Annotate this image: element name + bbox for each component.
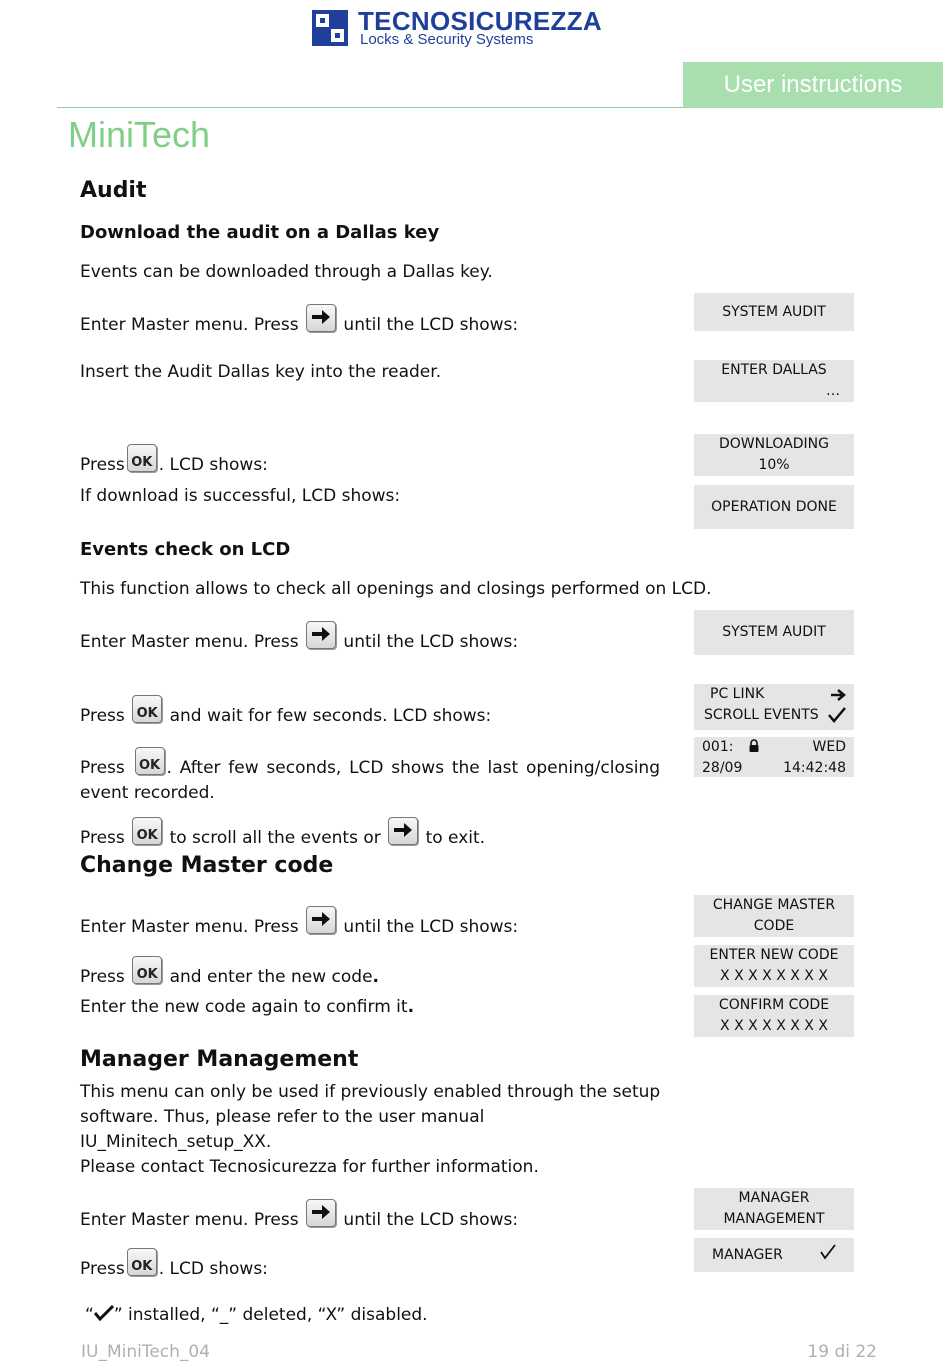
lcd-row [694, 684, 854, 705]
events-step-1 [80, 621, 518, 655]
lcd-line: PC LINK [710, 686, 765, 702]
lcd-confirm-code [694, 995, 854, 1037]
ok-key-icon [132, 695, 162, 723]
lcd-line: 10% [758, 457, 790, 473]
lcd-row [694, 737, 854, 758]
lcd-manager [694, 1238, 854, 1272]
lcd-line: MANAGER [712, 1247, 783, 1263]
lcd-event-left [702, 737, 760, 758]
events-step-4 [80, 817, 485, 851]
lcd-line: X X X X X X X X [720, 968, 828, 984]
lock-icon [748, 739, 760, 753]
download-intro: Events can be downloaded through a Dallas key. [80, 262, 493, 282]
section-banner: User instructions [683, 62, 943, 108]
step-text: “ [85, 1305, 94, 1325]
change-master-step-2 [80, 956, 379, 990]
manager-para-line-4: Please contact Tecnosicurezza for further information. [80, 1157, 539, 1177]
download-step-2: Insert the Audit Dallas key into the reader. [80, 362, 442, 382]
download-step-1 [80, 304, 518, 338]
change-master-heading: Change Master code [80, 853, 334, 878]
step-text: ” installed, “_” deleted, “X” disabled. [113, 1305, 428, 1325]
lcd-line: 14:42:48 [783, 760, 846, 776]
ok-key-icon [135, 747, 165, 775]
ok-key-icon [132, 956, 162, 984]
arrow-right-key-icon [306, 304, 336, 332]
lcd-system-audit [694, 293, 854, 331]
arrow-right-icon [830, 688, 846, 702]
lcd-row [694, 1238, 854, 1272]
change-master-step-1 [80, 906, 518, 940]
step-punct: . [407, 997, 415, 1017]
lcd-line: SYSTEM AUDIT [722, 624, 826, 640]
lcd-line: ENTER NEW CODE [709, 947, 839, 963]
step-text: to scroll all the events or [169, 828, 381, 848]
ok-key-icon [127, 444, 157, 472]
manager-para-line-3: IU_Minitech_setup_XX. [80, 1132, 272, 1152]
step-text: Enter Master menu. Press [80, 315, 299, 335]
manager-step-2 [80, 1248, 268, 1282]
events-step-2 [80, 695, 491, 729]
manager-para-line-2: software. Thus, please refer to the user manual [80, 1107, 485, 1127]
events-heading: Events check on LCD [80, 539, 291, 560]
step-text: until the LCD shows: [343, 315, 519, 335]
manager-legend [85, 1303, 428, 1328]
lcd-line: CHANGE MASTER [712, 897, 836, 913]
step-text: Enter Master menu. Press [80, 632, 299, 652]
arrow-right-key-icon [306, 1199, 336, 1227]
step-text: until the LCD shows: [343, 917, 519, 937]
step-text: Press [80, 455, 125, 475]
checkmark-icon [94, 1305, 114, 1321]
lcd-line: 001: [702, 739, 734, 755]
lcd-line: … [826, 383, 840, 399]
lcd-enter-new-code [694, 945, 854, 987]
brand-logo-icon [312, 10, 348, 46]
manager-step-1 [80, 1199, 518, 1233]
step-text: Enter Master menu. Press [80, 917, 299, 937]
header-divider [57, 107, 683, 108]
lcd-line: CONFIRM CODE [718, 997, 830, 1013]
step-text: Enter the new code again to confirm it [80, 997, 408, 1017]
lcd-operation-done [694, 485, 854, 529]
lcd-line: OPERATION DONE [711, 499, 837, 515]
ok-key-label: OK [131, 455, 153, 470]
step-text: Press [80, 758, 125, 778]
lcd-line: SCROLL EVENTS [704, 707, 819, 723]
ok-key-icon [132, 817, 162, 845]
lcd-line: MANAGER [738, 1190, 810, 1206]
lcd-line: DOWNLOADING [719, 436, 829, 452]
events-intro: This function allows to check all openings and closings performed on LCD. [80, 579, 712, 599]
lcd-manager-management [694, 1188, 854, 1230]
download-heading: Download the audit on a Dallas key [80, 222, 440, 243]
step-text: Press [80, 706, 125, 726]
manager-heading: Manager Management [80, 1047, 359, 1072]
ok-key-label: OK [138, 758, 161, 773]
step-text: . LCD shows: [158, 1259, 268, 1279]
lcd-pc-link [694, 684, 854, 730]
step-text: and enter the new code [169, 967, 373, 987]
download-step-4: If download is successful, LCD shows: [80, 486, 401, 506]
footer-page-number: 19 di 22 [807, 1342, 877, 1362]
lcd-event-record [694, 737, 854, 777]
download-step-3 [80, 444, 268, 478]
product-title: MiniTech [68, 114, 211, 155]
lcd-line: CODE [753, 918, 795, 934]
step-text: Enter Master menu. Press [80, 1210, 299, 1230]
arrow-right-key-icon [306, 906, 336, 934]
lcd-line: WED [812, 739, 846, 755]
lcd-row [694, 705, 854, 726]
checkmark-icon [828, 707, 846, 723]
ok-key-icon [127, 1248, 157, 1276]
lcd-line: X X X X X X X X [720, 1018, 828, 1034]
ok-key-label: OK [136, 967, 158, 982]
step-text: Press [80, 967, 125, 987]
lcd-line: SYSTEM AUDIT [722, 304, 826, 320]
ok-key-label: OK [131, 1259, 153, 1274]
lcd-enter-dallas [694, 360, 854, 402]
checkmark-icon [820, 1244, 836, 1260]
audit-heading: Audit [80, 178, 147, 203]
lcd-system-audit-2 [694, 610, 854, 655]
lcd-row [694, 758, 854, 779]
arrow-right-key-icon [306, 621, 336, 649]
step-text: Press [80, 1259, 125, 1279]
step-text: until the LCD shows: [343, 632, 519, 652]
lcd-downloading [694, 434, 854, 476]
step-text: until the LCD shows: [343, 1210, 519, 1230]
brand-logo [312, 8, 622, 50]
step-text: . After few seconds, LCD shows the last opening/closing event recorded. [80, 758, 661, 803]
step-text: Press [80, 828, 125, 848]
ok-key-label: OK [136, 706, 158, 721]
lcd-line: ENTER DALLAS [721, 362, 827, 378]
step-text: to exit. [425, 828, 486, 848]
ok-key-label: OK [136, 828, 158, 843]
step-text: . LCD shows: [158, 455, 268, 475]
brand-tagline: Locks & Security Systems [360, 31, 534, 48]
lcd-line: MANAGEMENT [723, 1211, 825, 1227]
lcd-line: 28/09 [702, 760, 743, 776]
step-punct: . [372, 967, 380, 987]
arrow-right-key-icon [388, 817, 418, 845]
manager-para-line-1: This menu can only be used if previously enabled through the setup [80, 1082, 661, 1102]
brand-name: TECNOSICUREZZA [358, 6, 602, 36]
step-text: and wait for few seconds. LCD shows: [169, 706, 492, 726]
events-step-3 [80, 747, 660, 806]
footer-doc-id: IU_MiniTech_04 [81, 1342, 211, 1362]
change-master-step-3 [80, 995, 414, 1020]
lcd-change-master [694, 895, 854, 937]
